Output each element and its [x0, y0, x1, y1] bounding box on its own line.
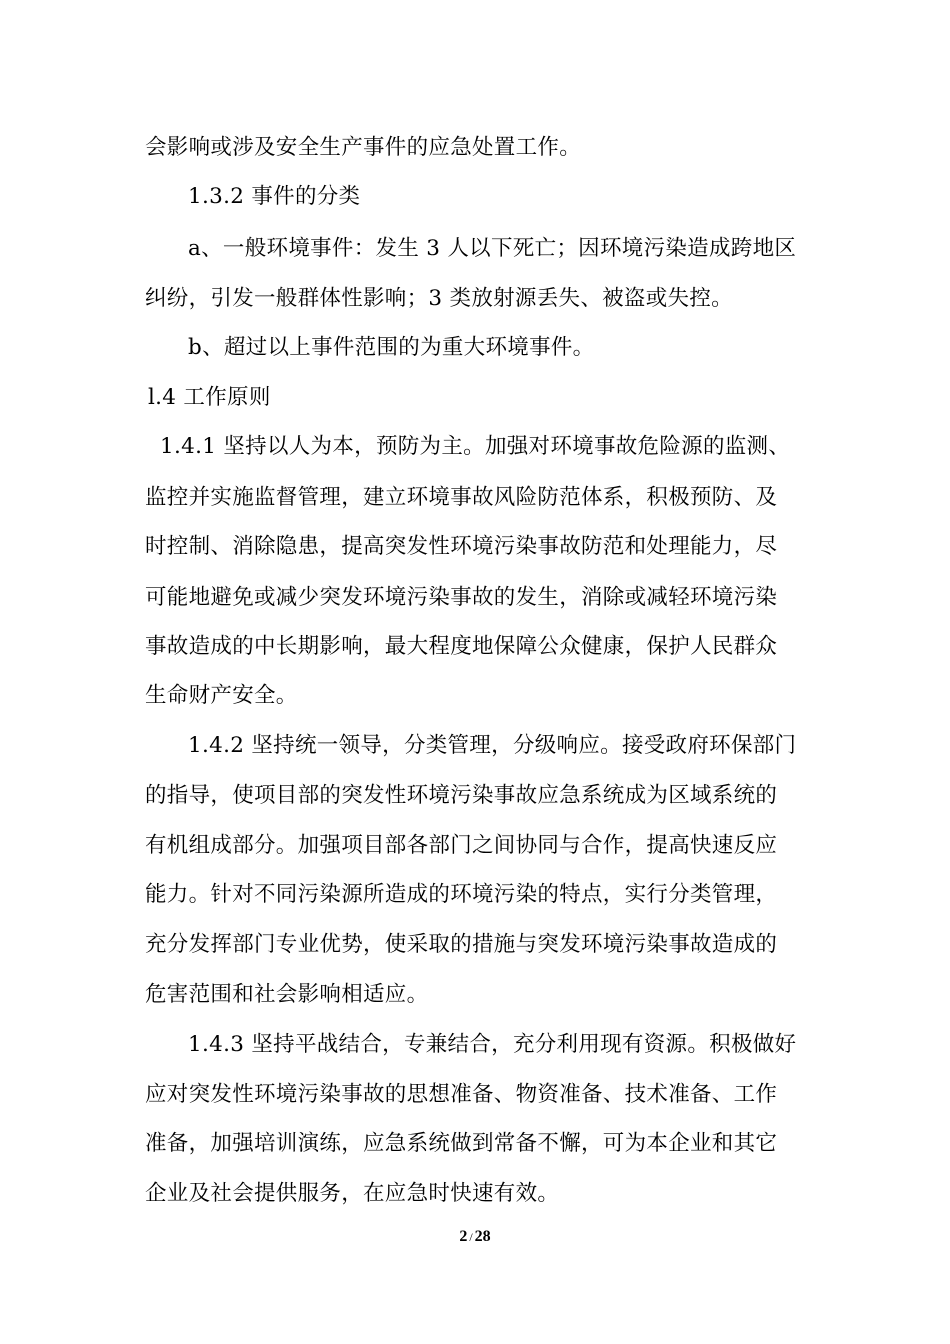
page-number	[0, 1225, 950, 1249]
paragraph-line: 充分发挥部门专业优势，使采取的措施与突发环境污染事故造成的	[145, 932, 778, 957]
paragraph-line: 事故造成的中长期影响，最大程度地保障公众健康，保护人民群众	[145, 634, 778, 659]
paragraph-line: 1.4.2 坚持统一领导，分类管理，分级响应。接受政府环保部门	[188, 733, 797, 758]
page-current: 2	[459, 1228, 468, 1245]
paragraph-line: a、一般环境事件：发生 3 人以下死亡；因环境污染造成跨地区	[188, 236, 797, 261]
paragraph-line: 可能地避免或减少突发环境污染事故的发生，消除或减轻环境污染	[145, 585, 778, 610]
paragraph-line: 时控制、消除隐患，提高突发性环境污染事故防范和处理能力，尽	[145, 534, 778, 559]
paragraph-line: 的指导，使项目部的突发性环境污染事故应急系统成为区域系统的	[145, 783, 778, 808]
section-heading-1-3-2: 1.3.2 事件的分类	[188, 184, 361, 209]
paragraph-line: 企业及社会提供服务，在应急时快速有效。	[145, 1181, 560, 1206]
paragraph-line: 能力。针对不同污染源所造成的环境污染的特点，实行分类管理，	[145, 882, 778, 907]
paragraph-line: 准备，加强培训演练，应急系统做到常备不懈，可为本企业和其它	[145, 1131, 778, 1156]
paragraph-line: 1.4.1 坚持以人为本，预防为主。加强对环境事故危险源的监测、	[160, 434, 791, 459]
paragraph-line: 1.4.3 坚持平战结合，专兼结合，充分利用现有资源。积极做好	[188, 1032, 797, 1057]
paragraph-line: b、超过以上事件范围的为重大环境事件。	[188, 335, 595, 360]
paragraph-line: 生命财产安全。	[145, 683, 298, 708]
paragraph-line: 危害范围和社会影响相适应。	[145, 982, 429, 1007]
section-heading-1-4: l.4 工作原则	[148, 385, 271, 410]
paragraph-line: 应对突发性环境污染事故的思想准备、物资准备、技术准备、工作	[145, 1082, 778, 1107]
paragraph-line: 纠纷，引发一般群体性影响；3 类放射源丢失、被盗或失控。	[145, 286, 733, 311]
paragraph-line: 会影响或涉及安全生产事件的应急处置工作。	[145, 135, 582, 160]
page-total: 28	[474, 1228, 491, 1245]
paragraph-line: 有机组成部分。加强项目部各部门之间协同与合作，提高快速反应	[145, 833, 778, 858]
page-separator: /	[469, 1230, 473, 1244]
paragraph-line: 监控并实施监督管理，建立环境事故风险防范体系，积极预防、及	[145, 485, 778, 510]
